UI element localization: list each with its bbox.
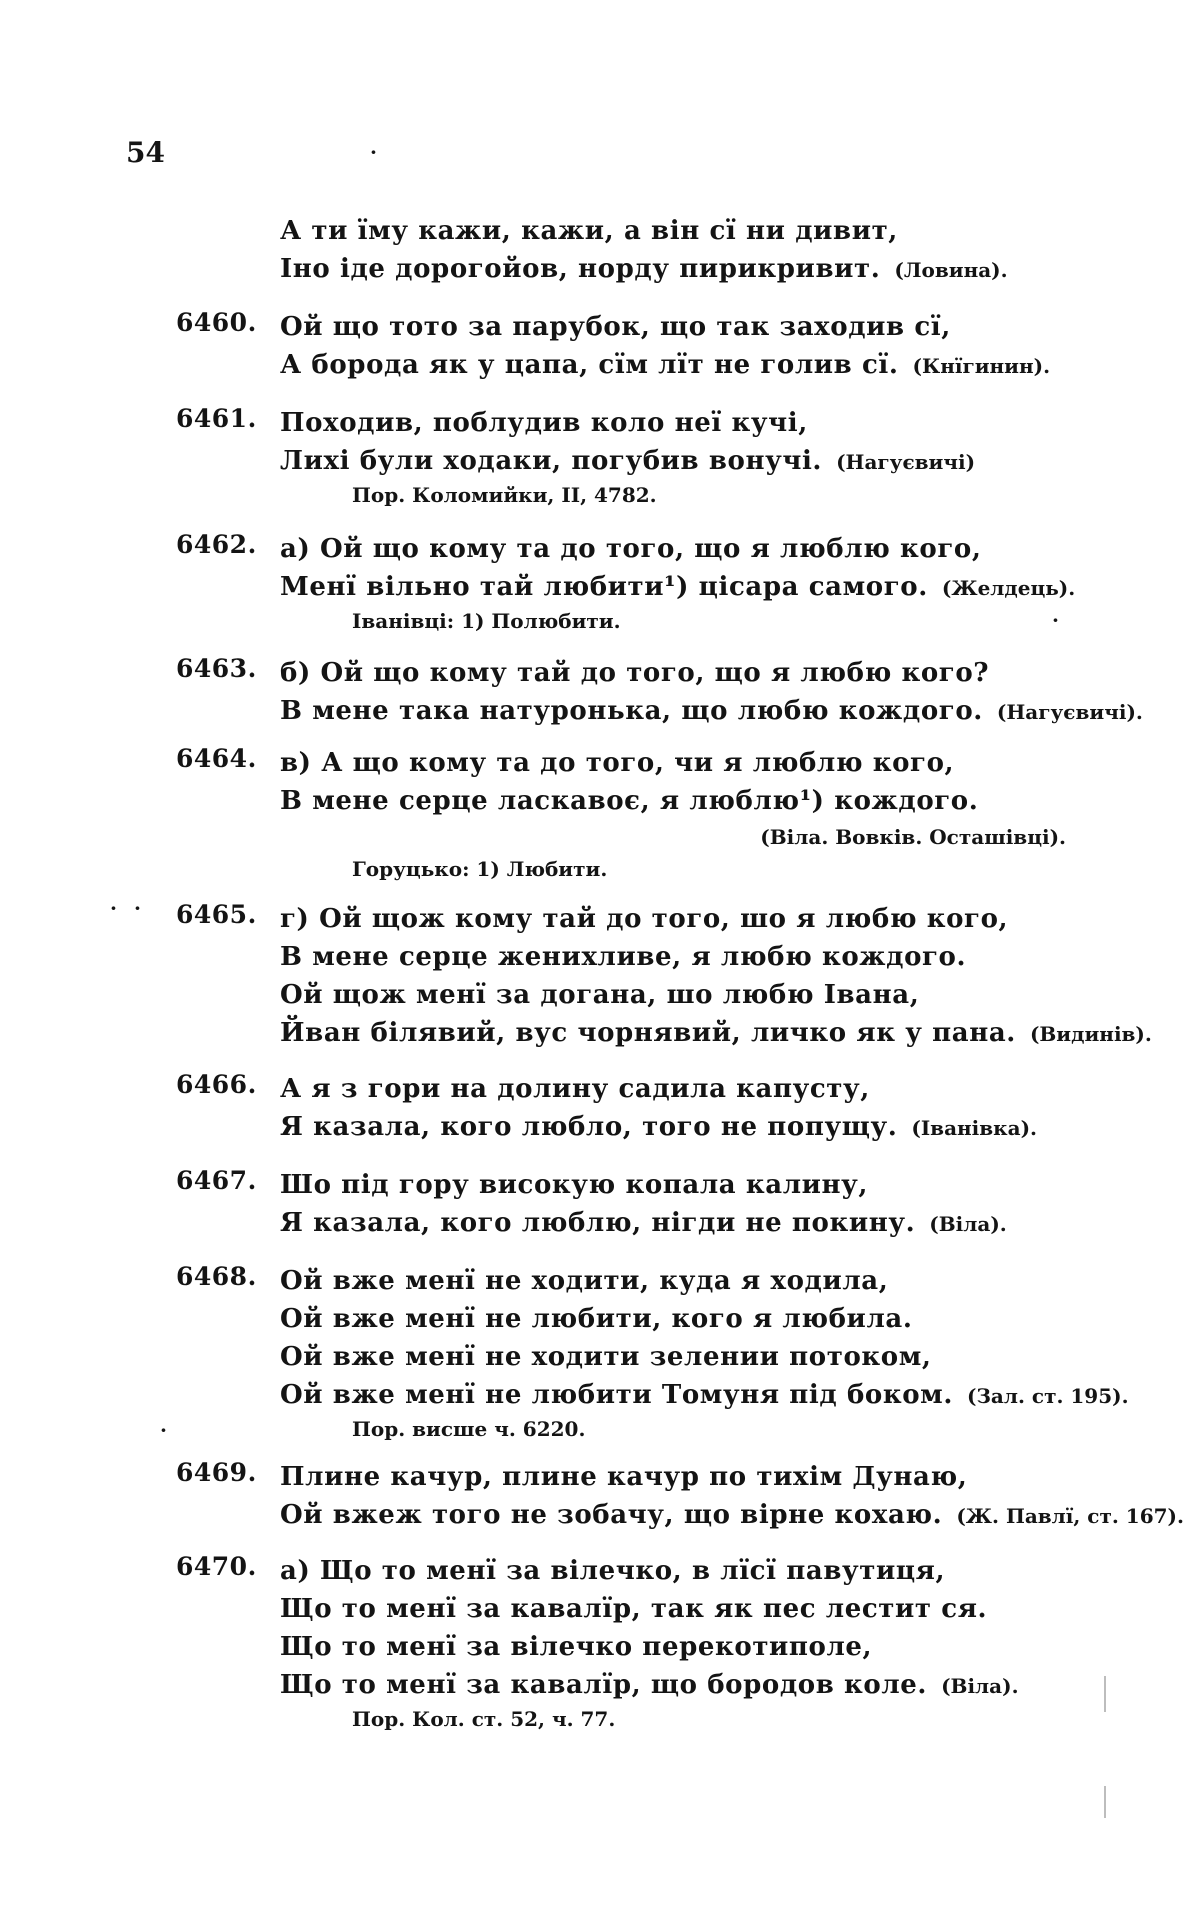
verse-block <box>280 1458 1184 1534</box>
verse-text: В мене серце ласкавоє, я люблю¹) кождого. <box>280 786 979 816</box>
entry-number: 6465. <box>176 900 257 929</box>
margin-bar <box>1104 1676 1106 1712</box>
verse-line <box>280 976 1080 1014</box>
reference-note: Пор. Коломийки, II, 4782. <box>352 483 657 507</box>
source-location: (Іванівка). <box>911 1116 1037 1140</box>
verse-block <box>280 530 1080 638</box>
verse-text: Ой вже менї не любити, кого я любила. <box>280 1304 913 1334</box>
print-speck: · <box>1052 608 1059 632</box>
verse-block <box>280 1166 1080 1242</box>
verse-block <box>280 654 1143 730</box>
page-number: 54 <box>126 136 165 169</box>
verse-text: Ой вжеж того не зобачу, що вірне кохаю. <box>280 1500 943 1530</box>
verse-text: б) Ой що кому тай до того, що я любю кого? <box>280 658 990 688</box>
entry-number: 6469. <box>176 1458 257 1487</box>
verse-line <box>280 1204 1080 1242</box>
entry-number: 6462. <box>176 530 257 559</box>
verse-block <box>280 212 1080 288</box>
source-location: (Ж. Павлї, ст. 167). <box>956 1504 1184 1528</box>
reference-note: Іванівці: 1) Полюбити. <box>352 609 621 633</box>
verse-line <box>280 1458 1080 1496</box>
verse-line <box>280 442 1080 480</box>
verse-line <box>280 1628 1080 1666</box>
verse-line <box>280 1262 1080 1300</box>
verse-line <box>280 404 1080 442</box>
source-location: (Видинів). <box>1029 1022 1152 1046</box>
verse-text: Іно іде дорогойов, норду пирикривит. <box>280 254 881 284</box>
verse-text: Походив, поблудив коло неї кучі, <box>280 408 808 438</box>
verse-line <box>280 1338 1080 1376</box>
verse-text: Що то менї за кавалїр, так як пес лестит ся. <box>280 1594 988 1624</box>
verse-block <box>280 1070 1080 1146</box>
verse-text: А борода як у цапа, сїм лїт не голив сї. <box>280 350 899 380</box>
verse-line <box>280 900 1080 938</box>
verse-text: Що то менї за кавалїр, що бородов коле. <box>280 1670 928 1700</box>
verse-line <box>280 654 1080 692</box>
verse-text: Шо під гору високую копала калину, <box>280 1170 869 1200</box>
print-speck: · <box>110 896 117 920</box>
source-location: (Віла). <box>941 1674 1019 1698</box>
verse-text: Йван білявий, вус чорнявий, личко як у пана. <box>280 1018 1016 1048</box>
verse-line <box>280 782 1080 820</box>
verse-text: А я з гори на долину садила капусту, <box>280 1074 870 1104</box>
verse-text: Що то менї за вілечко перекотиполе, <box>280 1632 873 1662</box>
verse-line <box>280 1166 1080 1204</box>
source-location: (Нагуєвичі) <box>836 450 976 474</box>
verse-text: А ти їму кажи, кажи, а він сї ни дивит, <box>280 216 898 246</box>
verse-text: Я казала, кого люблю, нігди не покину. <box>280 1208 916 1238</box>
verse-line <box>280 308 1080 346</box>
verse-line <box>280 744 1080 782</box>
source-location: (Зал. ст. 195). <box>967 1384 1129 1408</box>
verse-text: В мене серце жениxливе, я любю кождого. <box>280 942 967 972</box>
entry-number: 6461. <box>176 404 257 433</box>
verse-block <box>280 404 1080 512</box>
verse-text: Ой що тото за парубок, що так заходив сї, <box>280 312 951 342</box>
verse-line <box>280 346 1080 384</box>
verse-text: Лихі були ходаки, погубив вонучі. <box>280 446 823 476</box>
verse-line <box>280 1552 1080 1590</box>
verse-text: Ой вже менї не любити Томуня під боком. <box>280 1380 954 1410</box>
verse-line <box>280 1108 1080 1146</box>
reference-note: Пор. висше ч. 6220. <box>352 1417 586 1441</box>
print-speck: · <box>160 1418 167 1442</box>
margin-bar <box>1104 1786 1106 1818</box>
verse-line <box>280 1376 1129 1414</box>
reference-note: Горуцько: 1) Любити. <box>352 857 608 881</box>
verse-text: Менї вільно тай любити¹) цісара самого. <box>280 572 928 602</box>
print-speck: · <box>134 896 141 920</box>
verse-block <box>280 308 1080 384</box>
verse-line <box>280 1590 1080 1628</box>
verse-text: Ой щож менї за догана, шо любю Івана, <box>280 980 920 1010</box>
verse-line <box>280 250 1080 288</box>
entry-number: 6464. <box>176 744 257 773</box>
source-location: (Віла. Вовків. Осташівці). <box>760 825 1066 849</box>
source-location: (Ловина). <box>894 258 1008 282</box>
verse-text: в) А що кому та до того, чи я люблю кого, <box>280 748 955 778</box>
verse-block <box>280 900 1152 1052</box>
verse-line <box>280 568 1080 606</box>
source-location: (Кнїгинин). <box>912 354 1051 378</box>
entry-number: 6470. <box>176 1552 257 1581</box>
verse-line <box>280 530 1080 568</box>
verse-text: Плине качур, плине качур по тихім Дунаю, <box>280 1462 968 1492</box>
verse-text: Ой вже менї не ходити зелении потоком, <box>280 1342 932 1372</box>
verse-line <box>280 1070 1080 1108</box>
verse-line <box>280 692 1143 730</box>
source-location: (Желдець). <box>941 576 1076 600</box>
verse-line <box>280 938 1080 976</box>
verse-block <box>280 1552 1080 1736</box>
reference-note: Пор. Кол. ст. 52, ч. 77. <box>352 1707 616 1731</box>
print-speck: · <box>370 140 377 164</box>
verse-block <box>280 1262 1129 1446</box>
entry-number: 6463. <box>176 654 257 683</box>
verse-line <box>280 1496 1184 1534</box>
verse-block <box>280 744 1080 886</box>
entry-number: 6468. <box>176 1262 257 1291</box>
verse-line <box>280 1300 1080 1338</box>
verse-text: Ой вже менї не ходити, куда я ходила, <box>280 1266 889 1296</box>
verse-line <box>280 1014 1152 1052</box>
verse-text: а) Ой що кому та до того, що я люблю кого, <box>280 534 982 564</box>
verse-text: г) Ой щож кому тай до того, шо я любю кого, <box>280 904 1009 934</box>
verse-line <box>280 1666 1080 1704</box>
verse-text: а) Що то менї за вілечко, в лїсї павутиця, <box>280 1556 946 1586</box>
source-location: (Віла). <box>929 1212 1007 1236</box>
source-location: (Нагуєвичі). <box>996 700 1143 724</box>
entry-number: 6467. <box>176 1166 257 1195</box>
verse-text: В мене така натуронька, що любю кождого. <box>280 696 983 726</box>
entry-number: 6466. <box>176 1070 257 1099</box>
entry-number: 6460. <box>176 308 257 337</box>
verse-text: Я казала, кого любло, того не попущу. <box>280 1112 898 1142</box>
verse-line <box>280 212 1080 250</box>
